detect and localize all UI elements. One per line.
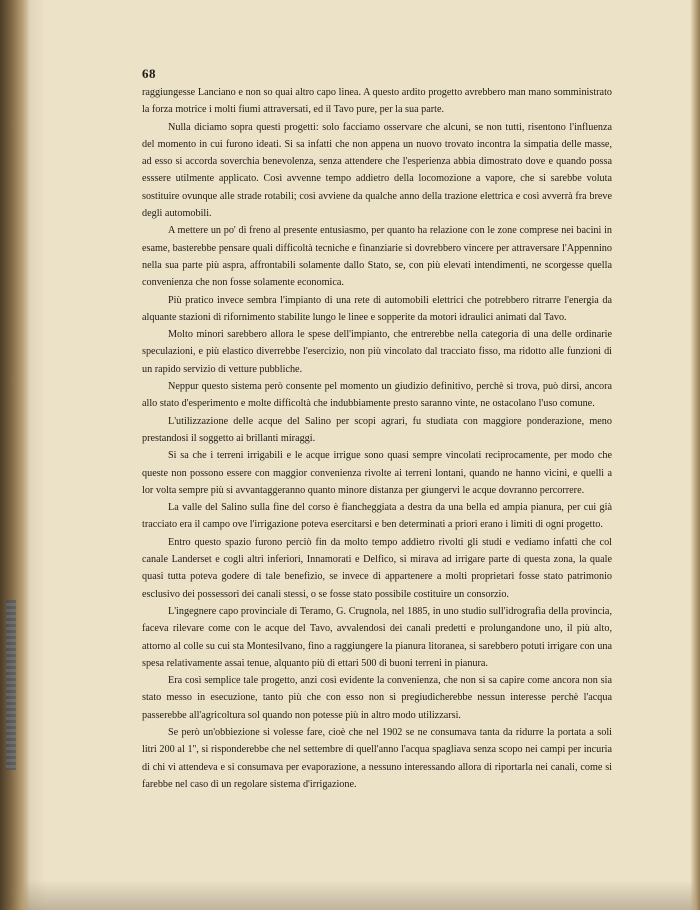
paragraph-2: Nulla diciamo sopra questi progetti: solo facciamo osservare che alcuni, se non tutti, risentono l'influenza del momento in cui furono ideati. Si sa infatti che non appena un nuovo trovato incontra la simpatia delle masse, ad esso si accorda soverchia benevolenza, senza attendere che l'esperienza abbia dimostrato dove e quando possa esssere utilmente applicato. Così avvenne tempo addietro della locomozione a vapore, che si sarebbe voluta sostituire ovunque alle strade rotabili; così avviene da qualche anno della trazione elettrica e così avverrà fra breve degli automobili.	[142, 121, 612, 220]
paragraph-8: Si sa che i terreni irrigabili e le acque irrigue sono quasi sempre vincolati reciprocamente, per modo che queste non possono essere con maggior convenienza rivolte ai terreni lontani, quando ne hanno vicini, e quelli a lor volta sempre più si avvantaggeranno quanto minore distanza per giungervi le acque dovranno percorrere.	[142, 450, 612, 496]
paragraph-1: raggiungesse Lanciano e non so quai altro capo linea. A questo ardito progetto avrebbero man mano somministrato la forza motrice i molti fiumi attraversati, ed il Tavo pure, per la sua parte.	[142, 87, 612, 116]
binding-color-strip	[6, 600, 16, 770]
book-binding-shadow	[0, 0, 30, 910]
paragraph-4: Più pratico invece sembra l'impianto di una rete di automobili elettrici che potrebbero ritrarre l'energia da alquante stazioni di rifornimento stabilite lungo le linee e sopperite da motori idraulici animati dal Tavo.	[142, 294, 612, 323]
paragraph-9: La valle del Salino sulla fine del corso è fiancheggiata a destra da una bella ed ampia pianura, per cui già tracciato era il campo ove l'irrigazione poteva esercitarsi e ben determinati a priori erano i limiti di ogni progetto.	[142, 502, 612, 531]
paragraph-6: Neppur questo sistema però consente pel momento un giudizio definitivo, perchè si trova, può dirsi, ancora allo stato d'esperimento e molte difficoltà che indubbiamente presto saranno vinte, ne ostacolano l'uso comune.	[142, 381, 612, 410]
paragraph-11: L'ingegnere capo provinciale di Teramo, G. Crugnola, nel 1885, in uno studio sull'idrografia della provincia, faceva rilevare come con le acque del Tavo, avvalendosi dei canali predetti e prolungandone uno, il più alto, attorno al colle su cui sta Montesilvano, fino a raggiungere la pianura litoranea, si sarebbero potuti irrigare con una spesa relativamente assai tenue, alquanto più di ettari 500 di buoni terreni in pianura.	[142, 605, 612, 669]
page-right-edge	[690, 0, 700, 910]
paragraph-7: L'utilizzazione delle acque del Salino per scopi agrari, fu studiata con maggiore ponderazione, meno prestandosi il soggetto ai brillanti miraggi.	[142, 415, 612, 444]
page-number: 68	[142, 66, 156, 81]
paragraph-3: A mettere un po' di freno al presente entusiasmo, per quanto ha relazione con le zone comprese nei bacini in esame, basterebbe pensare quali difficoltà tecniche e finanziarie si dovrebbero vincere per attraversare l'Appennino nella sua parte più aspra, affrontabili solamente dallo Stato, se, con più elevati intendimenti, ne scorgesse quella convenienza che non fosse solamente economica.	[142, 225, 612, 289]
body-text	[142, 84, 612, 793]
paragraph-10: Entro questo spazio furono perciò fin da molto tempo addietro rivolti gli studi e vediamo infatti che col canale Landerset e cogli altri inferiori, Innamorati e Delfico, si mirava ad irrigare parte di questa zona, la quale quasi tutta poteva godere di tale benefizio, se invece di appartenere a molti proprietari fosse stato patrimonio esclusivo dei possessori dei canali stessi, o se fosse stato possibile costituire un consorzio.	[142, 536, 612, 600]
paragraph-12: Era così semplice tale progetto, anzi così evidente la convenienza, che non si sa capire come ancora non sia stato messo in esecuzione, tanto più che con esso non si pregiudicherebbe nessun interesse perchè l'acqua passerebbe all'agricoltura sol quando non potesse più in altro modo utilizzarsi.	[142, 675, 612, 721]
paragraph-5: Molto minori sarebbero allora le spese dell'impianto, che entrerebbe nella categoria di una delle ordinarie speculazioni, e più elastico diverrebbe l'esercizio, non più vincolato dal tracciato fisso, ma ridotto alle funzioni di un rapido servizio di vetture pubbliche.	[142, 329, 612, 375]
paragraph-13: Se però un'obbiezione si volesse fare, cioè che nel 1902 se ne consumava tanta da ridurre la portata a soli litri 200 al 1'', si risponderebbe che nel settembre di quell'anno l'acqua spagliava senza scopo nei campi per incuria di chi vi attendeva e si consumava per evaporazione, a nessuno interessando allora di riportarla nei canali, come si farebbe nel caso di un regolare sistema d'irrigazione.	[142, 726, 612, 790]
